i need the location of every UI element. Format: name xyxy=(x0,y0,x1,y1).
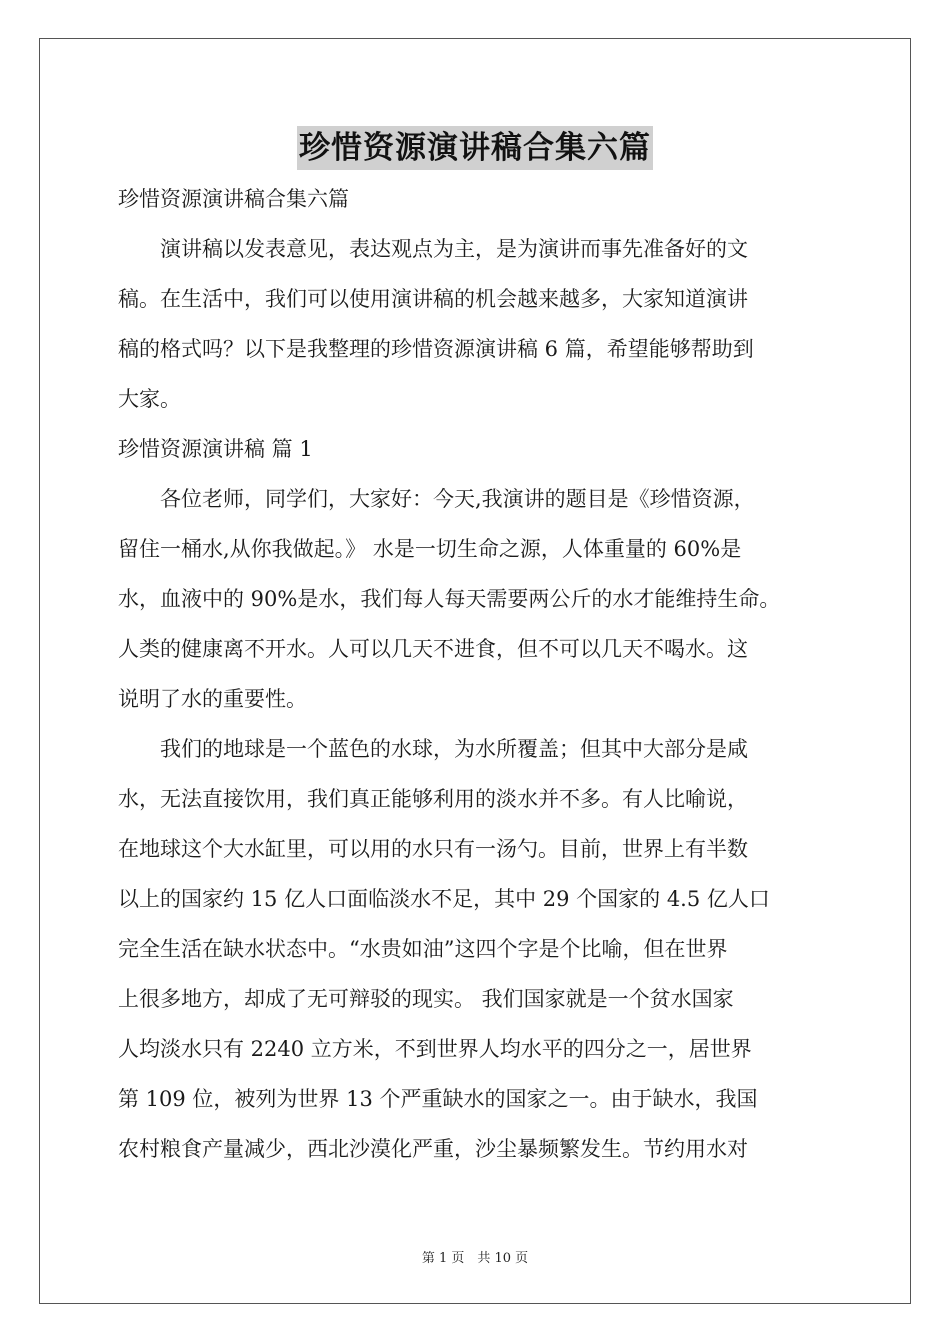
paragraph-1 xyxy=(118,474,834,724)
intro-line: 稿的格式吗？以下是我整理的珍惜资源演讲稿 6 篇，希望能够帮助到 xyxy=(118,337,754,361)
paragraph-line: 人类的健康离不开水。人可以几天不进食，但不可以几天不喝水。这 xyxy=(118,637,748,661)
paragraph-line: 农村粮食产量减少，西北沙漠化严重，沙尘暴频繁发生。节约用水对 xyxy=(118,1137,748,1161)
paragraph-line: 以上的国家约 15 亿人口面临淡水不足，其中 29 个国家的 4.5 亿人口 xyxy=(118,887,770,911)
title-wrap xyxy=(0,126,950,170)
paragraph-line: 各位老师，同学们，大家好：今天,我演讲的题目是《珍惜资源， xyxy=(118,487,755,511)
paragraph-line: 在地球这个大水缸里，可以用的水只有一汤勺。目前，世界上有半数 xyxy=(118,837,748,861)
paragraph-2 xyxy=(118,724,834,1174)
intro-line: 大家。 xyxy=(118,387,181,411)
page-footer xyxy=(0,1247,950,1266)
paragraph-line: 我们的地球是一个蓝色的水球，为水所覆盖；但其中大部分是咸 xyxy=(118,737,748,761)
paragraph-line: 上很多地方，却成了无可辩驳的现实。 我们国家就是一个贫水国家 xyxy=(118,987,734,1011)
paragraph-line: 说明了水的重要性。 xyxy=(118,687,307,711)
section-heading: 珍惜资源演讲稿 篇 1 xyxy=(118,437,313,461)
paragraph-line: 第 109 位，被列为世界 13 个严重缺水的国家之一。由于缺水，我国 xyxy=(118,1087,758,1111)
paragraph-line: 留住一桶水,从你我做起。》 水是一切生命之源，人体重量的 60%是 xyxy=(118,537,742,561)
page-number: 第 1 页 共 10 页 xyxy=(421,1251,529,1266)
intro-paragraph xyxy=(118,224,834,424)
paragraph-line: 完全生活在缺水状态中。“水贵如油”这四个字是个比喻，但在世界 xyxy=(118,937,728,961)
document-title: 珍惜资源演讲稿合集六篇 xyxy=(297,126,653,170)
document-subtitle: 珍惜资源演讲稿合集六篇 xyxy=(118,187,349,211)
document-body xyxy=(118,180,834,1174)
paragraph-line: 人均淡水只有 2240 立方米，不到世界人均水平的四分之一，居世界 xyxy=(118,1037,752,1061)
intro-line: 稿。在生活中，我们可以使用演讲稿的机会越来越多，大家知道演讲 xyxy=(118,287,748,311)
intro-line: 演讲稿以发表意见，表达观点为主，是为演讲而事先准备好的文 xyxy=(118,237,748,261)
paragraph-line: 水，血液中的 90%是水，我们每人每天需要两公斤的水才能维持生命。 xyxy=(118,587,781,611)
paragraph-line: 水，无法直接饮用，我们真正能够利用的淡水并不多。有人比喻说， xyxy=(118,787,748,811)
